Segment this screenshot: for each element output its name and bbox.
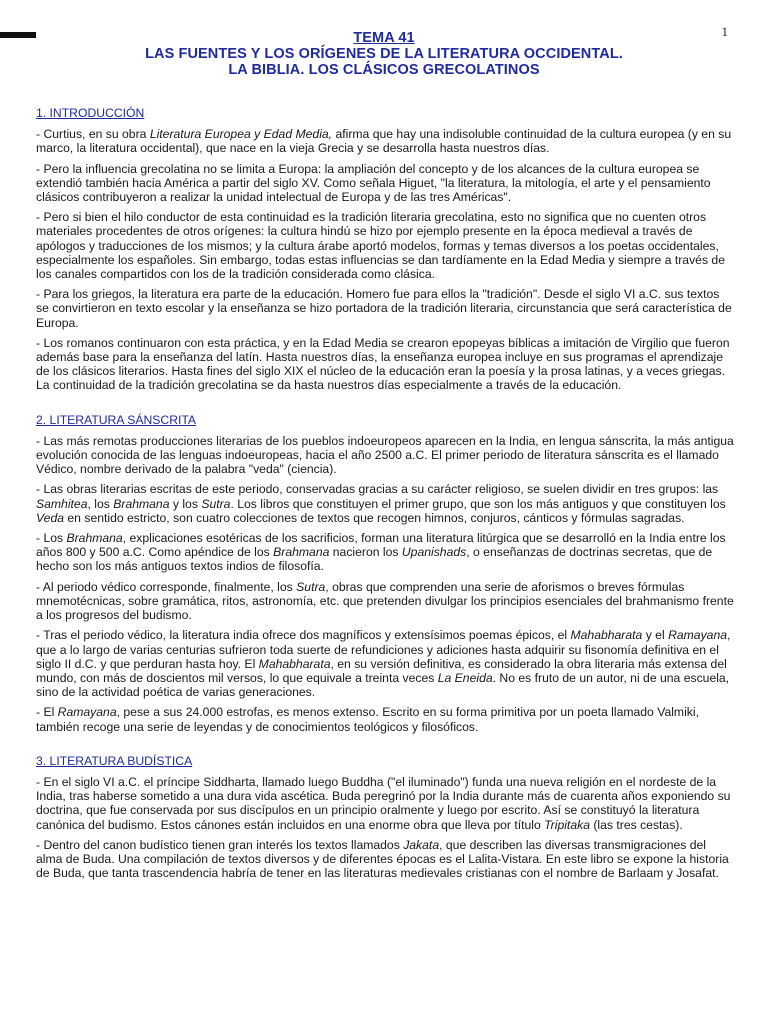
paragraph: - Las obras literarias escritas de este periodo, conservadas gracias a su carácter religioso, se suelen dividir en tres grupos: las Samhitea, los Brahmana y los Sutra. Los libros que constituyen el primer grupo, que son los más antiguos y que constituyen los Veda en sentido estricto, son cuatro colecciones de textos que recogen himnos, conjuros, cánticos y fórmulas sagradas.: [36, 482, 726, 525]
title-topic: TEMA 41: [353, 30, 415, 46]
paragraph: - Pero la influencia grecolatina no se limita a Europa: la ampliación del concepto y de los alcances de la cultura europea se extendió también hacia América a partir del siglo XV. Como señala Higuet, "la literatura, la mitología, el arte y el pensamiento clásicos contribuyeron a realizar la unidad intelectual de Europa y de las tres Américas".: [36, 161, 711, 205]
paragraph: - En el siglo VI a.C. el príncipe Siddharta, llamado luego Buddha ("el iluminado") funda una nueva religión en el nordeste de la India, tras haberse sometido a una dura vida ascética. Buda peregrinó por la India durante más de cuarenta años exponiendo su doctrina, que fue conservada por sus discípulos en un principio oralmente y luego por escrito. Así se constituyó la literatura canónica del budismo. Estos cánones están incluidos en una enorme obra que lleva por título Tripitaka (las tres cestas).: [36, 774, 731, 832]
section-heading-introduccion: 1. INTRODUCCIÓN: [36, 106, 145, 120]
paragraph: - El Ramayana, pese a sus 24.000 estrofas, es menos extenso. Escrito en su forma primitiva por un poeta llamado Valmiki, también recoge una serie de leyendas y de conocimientos teológicos y filosóficos.: [36, 705, 699, 734]
paragraph: - Al periodo védico corresponde, finalmente, los Sutra, obras que comprenden una serie de aforismos o breves fórmulas mnemotécnicas, sobre gramática, ritos, astronomía, etc. que pretenden divulgar los principios esenciales del brahmanismo frente a los progresos del budismo.: [36, 579, 734, 623]
title-line-2: LAS FUENTES Y LOS ORÍGENES DE LA LITERATURA OCCIDENTAL.: [145, 46, 623, 62]
paragraph: - Los Brahmana, explicaciones esotéricas de los sacrificios, forman una literatura litúrgica que se desarrolló en la India entre los años 800 y 500 a.C. Como apéndice de los Brahmana nacieron los Upanishads, o enseñanzas de doctrinas secretas, que de hecho son los más antiguos textos indios de filosofía.: [36, 531, 726, 574]
section-heading-budistica: 3. LITERATURA BUDÍSTICA: [36, 753, 193, 768]
paragraph: - Tras el periodo védico, la literatura india ofrece dos magníficos y extensísimos poemas épicos, el Mahabharata y el Ramayana, que a lo largo de varias centurias sufrieron toda suerte de refundiciones y adiciones hasta adquirir su fisonomía definitiva en el siglo II d.C. y que perduran hasta hoy. El Mahabharata, en su versión definitiva, es considerado la obra literaria más extensa del mundo, con más de doscientos mil versos, lo que equivale a treinta veces La Eneida. No es fruto de un autor, ni de una escuela, sino de la actividad poética de varias generaciones.: [36, 628, 731, 700]
document-title: [0, 30, 768, 78]
section-heading-sanscrita: 2. LITERATURA SÁNSCRITA: [36, 412, 197, 427]
paragraph: - Los romanos continuaron con esta práctica, y en la Edad Media se crearon epopeyas bíblicas a imitación de Virgilio que fueron además base para la enseñanza del latín. Hasta nuestros días, la enseñanza europea incluye en sus programas el aprendizaje de los clásicos literarios. Hasta fines del siglo XIX el núcleo de la educación eran la poesía y la prosa latinas, y a veces griegas. La continuidad de la tradición grecolatina se da hasta nuestros días especialmente a través de la educación.: [36, 335, 730, 393]
paragraph: - Dentro del canon budístico tienen gran interés los textos llamados Jakata, que describen las diversas transmigraciones del alma de Buda. Una compilación de textos diversos y de diferentes épocas es el Lalita-Vistara. En este libro se expone la historia de Buda, que tanta trascendencia habría de tener en las literaturas medievales cristianas con el nombre de Barlaam y Josafat.: [36, 837, 729, 881]
page-number: 1: [721, 24, 728, 39]
paragraph: - Las más remotas producciones literarias de los pueblos indoeuropeos aparecen en la India, en lengua sánscrita, la más antigua evolución conocida de las lenguas indoeuropeas, hacia el año 2500 a.C. El primer periodo de literatura sánscrita es el llamado Védico, nombre derivado de la palabra "veda" (ciencia).: [36, 433, 734, 477]
paragraph: - Pero si bien el hilo conductor de esta continuidad es la tradición literaria grecolatina, esto no significa que no cuenten otros materiales procedentes de otros orígenes: la cultura hindú se hizo por ejemplo presente en la época medieval a través de apólogos y traducciones de los mismos; y la cultura árabe aportó modelos, formas y temas diversos a los poetas occidentales, especialmente los españoles. Sin embargo, todas estas influencias se dan tardíamente en la Edad Media y siempre a través de los canales compartidos con los de la tradición considerada como clásica.: [36, 210, 725, 282]
document-body: [36, 106, 734, 886]
paragraph: - Curtius, en su obra Literatura Europea y Edad Media, afirma que hay una indisoluble continuidad de la cultura europea (y en su marco, la literatura occidental), que nace en la vieja Grecia y se desarrolla hasta nuestros días.: [36, 127, 732, 156]
paragraph: - Para los griegos, la literatura era parte de la educación. Homero fue para ellos la "tradición". Desde el siglo VI a.C. sus textos se convirtieron en texto escolar y la enseñanza se hizo portadora de la tradición literaria, circunstancia que será característica de Europa.: [36, 287, 732, 330]
title-line-3: LA BIBLIA. LOS CLÁSICOS GRECOLATINOS: [228, 62, 540, 78]
